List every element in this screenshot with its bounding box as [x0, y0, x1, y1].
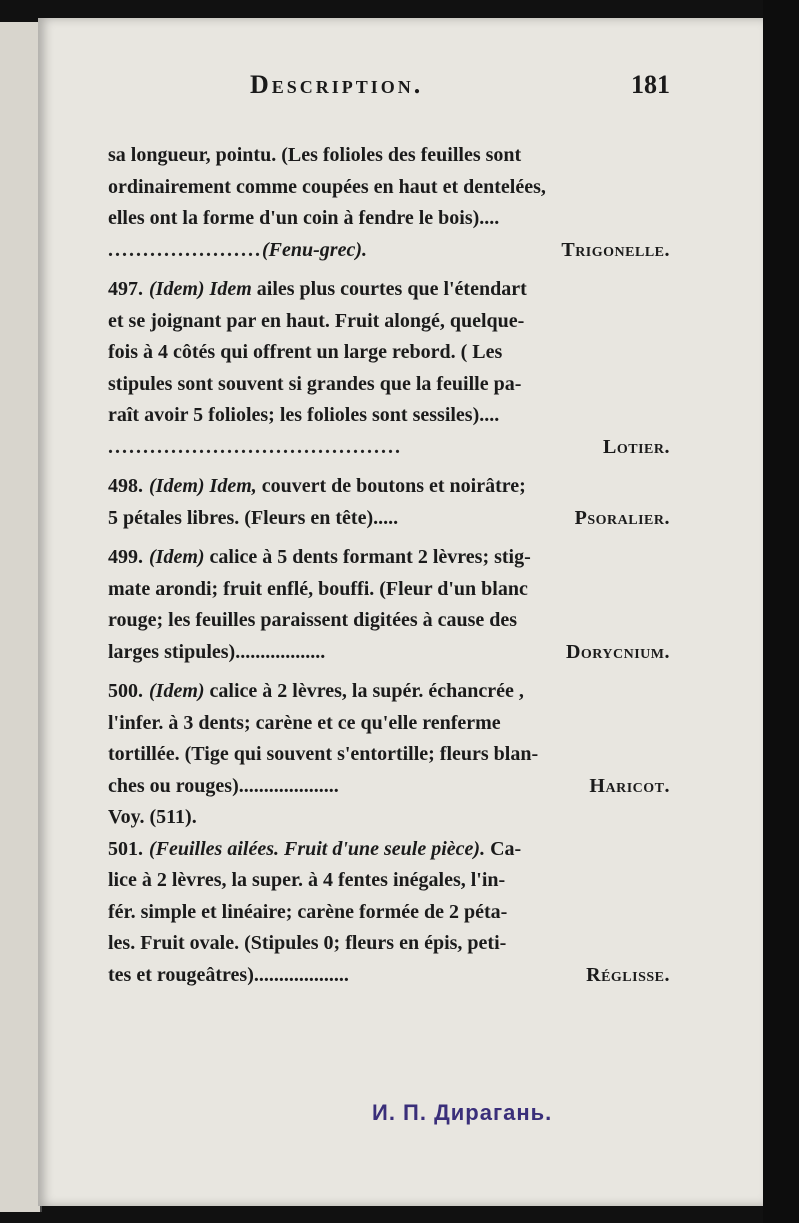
- line-text: [108, 306, 524, 338]
- text-line: [108, 676, 670, 708]
- text-line: [108, 471, 670, 503]
- text-line: [108, 865, 670, 897]
- line-text: [108, 834, 521, 866]
- plain-text: larges stipules)..................: [108, 640, 326, 663]
- text-line: [108, 503, 670, 535]
- plain-text: lice à 2 lèvres, la super. à 4 fentes inégales, l'in-: [108, 869, 506, 891]
- plain-text: ordinairement comme coupées en haut et dentelées,: [108, 175, 546, 198]
- line-text: [108, 235, 367, 267]
- line-text: [108, 203, 499, 235]
- line-text: [108, 274, 527, 306]
- running-header: [250, 70, 670, 100]
- text-line: [108, 605, 670, 637]
- entry-number: 500.: [108, 680, 143, 702]
- line-text: [108, 432, 402, 464]
- text-line: [108, 897, 670, 929]
- line-text: [108, 605, 517, 637]
- line-text: [108, 503, 398, 535]
- text-line: [108, 432, 670, 464]
- plain-text: couvert de boutons et noirâtre;: [256, 475, 526, 497]
- page-shadow: [763, 0, 799, 1223]
- line-text: [108, 471, 526, 503]
- italic-text: (Feuilles ailées. Fruit d'une seule pièce).: [149, 837, 486, 860]
- plain-text: ches ou rouges)....................: [108, 774, 339, 797]
- line-text: [108, 140, 521, 172]
- text-line: [108, 637, 670, 669]
- text-line: [108, 542, 670, 574]
- text-line: [108, 739, 670, 771]
- text-line: [108, 400, 670, 432]
- line-text: [108, 865, 505, 897]
- italic-text: (Idem): [149, 546, 205, 568]
- plain-text: fois à 4 côtés qui offrent un large rebord. ( Les: [108, 341, 503, 363]
- plain-text: calice à 2 lèvres, la supér. échancrée ,: [204, 680, 524, 702]
- plain-text: l'infer. à 3 dents; carène et ce qu'elle renferme: [108, 711, 501, 734]
- plain-text: ailes plus courtes que l'étendart: [251, 278, 527, 300]
- line-text: [108, 172, 546, 204]
- line-text: [108, 542, 531, 574]
- genus-name: Réglisse.: [586, 963, 670, 986]
- plain-text: sa longueur, pointu. (Les folioles des feuilles sont: [108, 144, 522, 166]
- plain-text: tes et rougeâtres)...................: [108, 963, 349, 986]
- line-text: [108, 574, 528, 606]
- entry-number: 499.: [108, 546, 143, 568]
- genus-name: Trigonelle.: [561, 238, 670, 261]
- line-text: [108, 400, 499, 432]
- italic-text: (Idem) Idem: [149, 278, 252, 300]
- text-line: [108, 235, 670, 267]
- text-line: [108, 203, 670, 235]
- genus-name: Dorycnium.: [565, 640, 670, 663]
- line-text: [108, 739, 538, 771]
- plain-text: fér. simple et linéaire; carène formée de 2 péta-: [108, 900, 508, 923]
- plain-text: raît avoir 5 folioles; les folioles sont sessiles)....: [108, 404, 500, 426]
- text-line: [108, 337, 670, 369]
- line-text: [108, 802, 197, 834]
- entry-number: 497.: [108, 278, 143, 300]
- plain-text: tortillée. (Tige qui souvent s'entortille; fleurs blan-: [108, 743, 539, 765]
- text-line: [108, 960, 670, 992]
- plain-text: mate arondi; fruit enflé, bouffi. (Fleur d'un blanc: [108, 577, 528, 600]
- text-line: [108, 306, 670, 338]
- line-text: [108, 676, 524, 708]
- plain-text: Ca-: [485, 837, 522, 860]
- italic-text: (Fenu-grec).: [262, 238, 367, 261]
- genus-name: Lotier.: [603, 435, 670, 458]
- line-text: [108, 897, 507, 929]
- plain-text: calice à 5 dents formant 2 lèvres; stig-: [204, 546, 531, 568]
- line-text: [108, 960, 349, 992]
- italic-text: (Idem): [149, 680, 205, 702]
- line-text: [108, 337, 502, 369]
- plain-text: rouge; les feuilles paraissent digitées à cause des: [108, 609, 518, 631]
- entry-number: 498.: [108, 475, 143, 497]
- line-text: [108, 708, 501, 740]
- plain-text: stipules sont souvent si grandes que la feuille pa-: [108, 372, 522, 395]
- left-page-edge: [0, 22, 42, 1212]
- line-text: [108, 637, 325, 669]
- entry-number: 501.: [108, 837, 143, 860]
- line-text: [108, 369, 521, 401]
- text-line: [108, 274, 670, 306]
- text-line: [108, 172, 670, 204]
- page-number: 181: [631, 70, 670, 99]
- line-text: [108, 771, 339, 803]
- text-line: [108, 834, 670, 866]
- text-line: [108, 802, 670, 834]
- text-line: [108, 708, 670, 740]
- plain-text: Voy. (511).: [108, 806, 197, 828]
- text-line: [108, 140, 670, 172]
- plain-text: et se joignant par en haut. Fruit alongé, quelque-: [108, 309, 525, 332]
- line-text: [108, 928, 506, 960]
- plain-text: elles ont la forme d'un coin à fendre le bois)....: [108, 207, 500, 229]
- leader-dots: ..........................................: [108, 435, 402, 458]
- text-line: [108, 928, 670, 960]
- plain-text: 5 pétales libres. (Fleurs en tête).....: [108, 506, 399, 529]
- plain-text: les. Fruit ovale. (Stipules 0; fleurs en épis, peti-: [108, 932, 507, 954]
- leader-dots: ......................: [108, 238, 262, 261]
- genus-name: Haricot.: [589, 774, 670, 797]
- owner-stamp: И. П. Дирагань.: [372, 1100, 553, 1125]
- text-line: [108, 574, 670, 606]
- italic-text: (Idem) Idem,: [149, 475, 257, 497]
- running-title: Description.: [250, 70, 424, 99]
- genus-name: Psoralier.: [574, 506, 670, 529]
- text-line: [108, 369, 670, 401]
- text-line: [108, 771, 670, 803]
- page-body: [108, 140, 670, 991]
